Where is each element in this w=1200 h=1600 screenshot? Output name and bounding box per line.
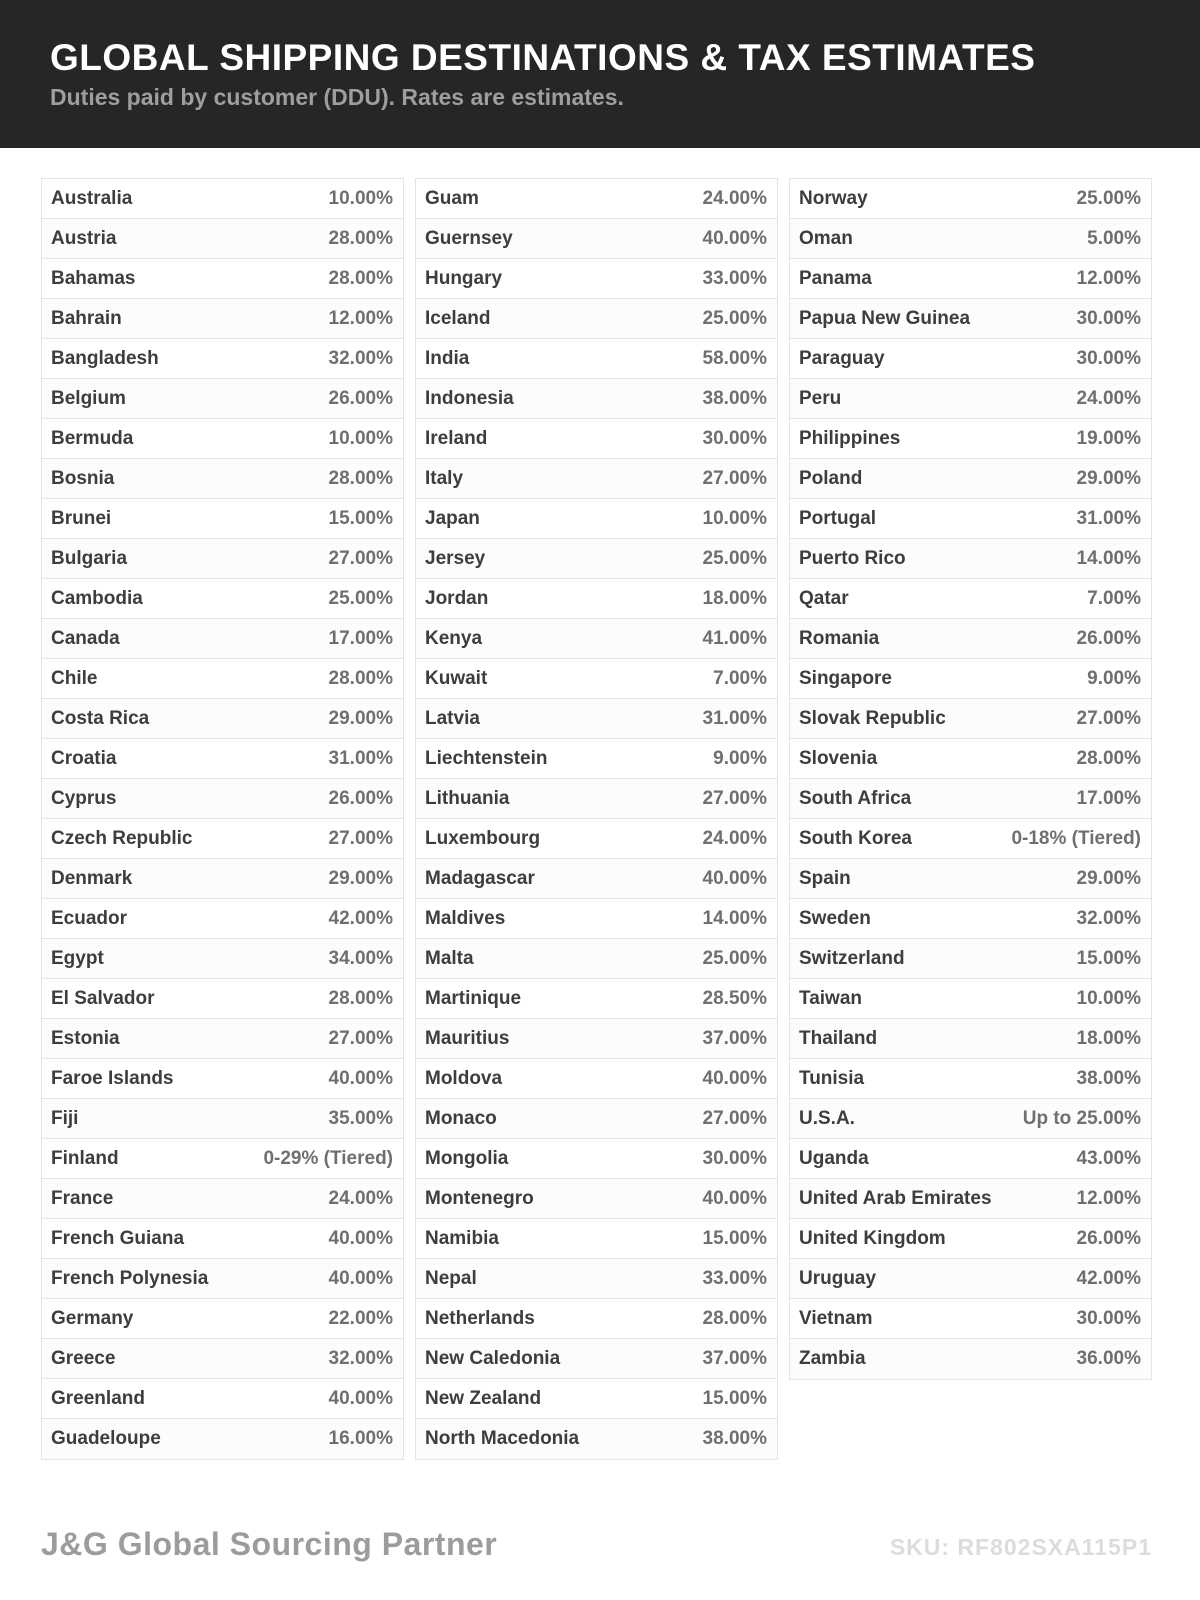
table-row — [42, 819, 403, 859]
country-name: Mongolia — [425, 1147, 509, 1169]
tax-rate: 10.00% — [328, 427, 393, 449]
tax-rate: 9.00% — [1087, 667, 1141, 689]
tax-rate: 10.00% — [1076, 987, 1141, 1009]
tax-rate: 15.00% — [328, 507, 393, 529]
tax-rate: 40.00% — [702, 227, 767, 249]
country-name: Bangladesh — [51, 347, 159, 369]
country-name: Jersey — [425, 547, 486, 569]
country-name: Montenegro — [425, 1187, 534, 1209]
tax-rate: 0-29% (Tiered) — [263, 1147, 393, 1169]
country-name: Slovak Republic — [799, 707, 946, 729]
country-name: Zambia — [799, 1348, 866, 1369]
table-row — [790, 179, 1151, 219]
tax-rate: 31.00% — [702, 707, 767, 729]
table-row — [416, 939, 777, 979]
country-name: Taiwan — [799, 987, 862, 1009]
table-row — [416, 859, 777, 899]
tax-rate: 37.00% — [702, 1347, 767, 1369]
table-row — [42, 1179, 403, 1219]
table-row — [42, 539, 403, 579]
rates-column-3 — [789, 178, 1152, 1380]
country-name: Denmark — [51, 867, 133, 889]
table-row — [42, 779, 403, 819]
country-name: Switzerland — [799, 947, 905, 969]
table-row — [416, 459, 777, 499]
tax-rate: 30.00% — [1076, 307, 1141, 329]
country-name: Germany — [51, 1307, 134, 1329]
table-row — [416, 1099, 777, 1139]
table-row — [416, 1139, 777, 1179]
table-row — [416, 819, 777, 859]
country-name: Fiji — [51, 1107, 79, 1129]
country-name: Uruguay — [799, 1267, 877, 1289]
tax-rate: 12.00% — [1076, 1187, 1141, 1209]
table-row — [416, 379, 777, 419]
table-row — [790, 859, 1151, 899]
country-name: Maldives — [425, 907, 506, 929]
tax-rate: 15.00% — [702, 1387, 767, 1409]
country-name: Sweden — [799, 907, 871, 929]
tax-rate: 27.00% — [328, 1027, 393, 1049]
table-row — [790, 379, 1151, 419]
table-row — [42, 699, 403, 739]
table-row — [42, 219, 403, 259]
tax-rate: 26.00% — [328, 387, 393, 409]
table-row — [416, 1419, 777, 1459]
tax-rate: 10.00% — [328, 187, 393, 209]
country-name: Singapore — [799, 667, 892, 689]
table-row — [790, 1179, 1151, 1219]
country-name: Slovenia — [799, 747, 878, 769]
table-row — [42, 659, 403, 699]
tax-rate: 35.00% — [328, 1107, 393, 1129]
country-name: French Polynesia — [51, 1267, 209, 1289]
tax-rate: 29.00% — [328, 867, 393, 889]
tax-rate: 58.00% — [702, 347, 767, 369]
tax-rate: 26.00% — [1076, 1227, 1141, 1249]
tax-rate: 22.00% — [328, 1307, 393, 1329]
tax-rate: 33.00% — [702, 1267, 767, 1289]
tax-rate: 30.00% — [702, 427, 767, 449]
table-row — [416, 659, 777, 699]
tax-rate: 31.00% — [1076, 507, 1141, 529]
tax-rate: 26.00% — [1076, 627, 1141, 649]
table-row — [42, 299, 403, 339]
table-row — [42, 619, 403, 659]
tax-rate: 24.00% — [328, 1187, 393, 1209]
country-name: French Guiana — [51, 1227, 185, 1249]
table-row — [790, 579, 1151, 619]
table-row — [42, 1019, 403, 1059]
rates-column-2 — [415, 178, 778, 1460]
country-name: Martinique — [425, 987, 522, 1009]
tax-rate: 28.00% — [328, 267, 393, 289]
country-name: Bahamas — [51, 267, 136, 289]
tax-rate: 38.00% — [702, 387, 767, 409]
country-name: Paraguay — [799, 347, 885, 369]
tax-rate: 15.00% — [702, 1227, 767, 1249]
table-row — [790, 739, 1151, 779]
tax-rate: 30.00% — [1076, 347, 1141, 369]
country-name: Guernsey — [425, 227, 513, 249]
table-row — [416, 259, 777, 299]
country-name: Panama — [799, 267, 872, 289]
tax-rate: 29.00% — [1076, 467, 1141, 489]
country-name: Netherlands — [425, 1307, 535, 1329]
tax-rate: 29.00% — [1076, 867, 1141, 889]
table-row — [42, 979, 403, 1019]
table-row — [416, 539, 777, 579]
tax-rate: 18.00% — [702, 587, 767, 609]
tax-rate: 5.00% — [1087, 227, 1141, 249]
tax-rate: 40.00% — [328, 1067, 393, 1089]
table-row — [790, 259, 1151, 299]
country-name: Japan — [425, 507, 480, 529]
tax-rate: 27.00% — [328, 547, 393, 569]
table-row — [790, 1259, 1151, 1299]
country-name: Czech Republic — [51, 827, 193, 849]
tax-rate: 25.00% — [702, 547, 767, 569]
tax-rate: 42.00% — [1076, 1267, 1141, 1289]
country-name: Greenland — [51, 1387, 145, 1409]
country-name: Chile — [51, 667, 98, 689]
table-row — [416, 1219, 777, 1259]
tax-rate: 7.00% — [713, 667, 767, 689]
table-row — [42, 1419, 403, 1459]
table-row — [42, 379, 403, 419]
tax-rate: 28.00% — [328, 667, 393, 689]
table-row — [790, 459, 1151, 499]
tax-rate: 33.00% — [702, 267, 767, 289]
table-row — [42, 1259, 403, 1299]
tax-rate: 12.00% — [1076, 267, 1141, 289]
tax-rate: 27.00% — [702, 787, 767, 809]
country-name: Belgium — [51, 387, 126, 409]
country-name: South Korea — [799, 827, 912, 849]
table-row — [416, 1259, 777, 1299]
tax-rate: 14.00% — [702, 907, 767, 929]
country-name: Guam — [425, 187, 479, 209]
rates-column-1 — [41, 178, 404, 1460]
table-row — [416, 419, 777, 459]
table-row — [790, 419, 1151, 459]
country-name: Indonesia — [425, 387, 514, 409]
table-row — [416, 899, 777, 939]
table-row — [790, 659, 1151, 699]
table-row — [416, 179, 777, 219]
table-row — [416, 979, 777, 1019]
country-name: Bahrain — [51, 307, 122, 329]
tax-rate: 17.00% — [328, 627, 393, 649]
table-row — [42, 499, 403, 539]
table-row — [42, 179, 403, 219]
country-name: Liechtenstein — [425, 747, 548, 769]
country-name: Hungary — [425, 267, 503, 289]
country-name: Papua New Guinea — [799, 307, 971, 329]
table-row — [42, 459, 403, 499]
table-row — [42, 859, 403, 899]
tax-rate: 38.00% — [1076, 1067, 1141, 1089]
table-row — [790, 339, 1151, 379]
country-name: Nepal — [425, 1267, 477, 1289]
tax-rate: 30.00% — [1076, 1307, 1141, 1329]
tax-rate: 30.00% — [702, 1147, 767, 1169]
table-row — [416, 779, 777, 819]
country-name: South Africa — [799, 787, 912, 809]
table-row — [42, 899, 403, 939]
tax-rate: 15.00% — [1076, 947, 1141, 969]
country-name: U.S.A. — [799, 1107, 855, 1129]
country-name: Cambodia — [51, 587, 143, 609]
table-row — [790, 1019, 1151, 1059]
table-row — [42, 1379, 403, 1419]
country-name: Namibia — [425, 1227, 499, 1249]
tax-rate: 16.00% — [328, 1428, 393, 1449]
country-name: El Salvador — [51, 987, 155, 1009]
table-row — [416, 1059, 777, 1099]
tax-rate: 34.00% — [328, 947, 393, 969]
country-name: Luxembourg — [425, 827, 541, 849]
country-name: Bulgaria — [51, 547, 128, 569]
table-row — [790, 539, 1151, 579]
tax-rate: 28.00% — [1076, 747, 1141, 769]
tax-rate: 38.00% — [702, 1428, 767, 1449]
tax-rate: 43.00% — [1076, 1147, 1141, 1169]
country-name: Finland — [51, 1147, 119, 1169]
tax-rate: 28.00% — [328, 467, 393, 489]
tax-rate: 28.00% — [328, 227, 393, 249]
table-row — [790, 1139, 1151, 1179]
country-name: Romania — [799, 627, 880, 649]
country-name: Canada — [51, 627, 120, 649]
tax-rate: 29.00% — [328, 707, 393, 729]
table-row — [42, 419, 403, 459]
country-name: Philippines — [799, 427, 901, 449]
table-row — [416, 699, 777, 739]
table-row — [42, 259, 403, 299]
table-row — [416, 219, 777, 259]
tax-rate: 12.00% — [328, 307, 393, 329]
tax-rate: 18.00% — [1076, 1027, 1141, 1049]
country-name: Croatia — [51, 747, 117, 769]
table-row — [790, 219, 1151, 259]
table-row — [790, 1219, 1151, 1259]
tax-rate: 37.00% — [702, 1027, 767, 1049]
country-name: Mauritius — [425, 1027, 510, 1049]
country-name: Guadeloupe — [51, 1428, 161, 1449]
country-name: Malta — [425, 947, 474, 969]
tax-rate: 24.00% — [702, 187, 767, 209]
country-name: Egypt — [51, 947, 104, 969]
country-name: Poland — [799, 467, 863, 489]
table-row — [790, 939, 1151, 979]
tax-rate: 42.00% — [328, 907, 393, 929]
tax-rate: 25.00% — [702, 307, 767, 329]
tax-rate: 19.00% — [1076, 427, 1141, 449]
country-name: Portugal — [799, 507, 877, 529]
tax-rate: 40.00% — [702, 1067, 767, 1089]
table-row — [790, 779, 1151, 819]
country-name: New Caledonia — [425, 1347, 561, 1369]
table-row — [790, 1339, 1151, 1379]
country-name: Thailand — [799, 1027, 878, 1049]
country-name: France — [51, 1187, 114, 1209]
country-name: Bermuda — [51, 427, 134, 449]
table-row — [790, 1299, 1151, 1339]
tax-rate: 31.00% — [328, 747, 393, 769]
sku-label: SKU: RF802SXA115P1 — [889, 1534, 1152, 1560]
table-row — [416, 739, 777, 779]
tax-rate: 28.50% — [702, 987, 767, 1009]
country-name: Jordan — [425, 587, 489, 609]
tax-rate: 40.00% — [328, 1267, 393, 1289]
tax-rate: Up to 25.00% — [1022, 1107, 1141, 1129]
tax-rate: 40.00% — [702, 867, 767, 889]
tax-rate: 14.00% — [1076, 547, 1141, 569]
country-name: Ecuador — [51, 907, 128, 929]
tax-rate: 27.00% — [328, 827, 393, 849]
country-name: Iceland — [425, 307, 491, 329]
page-subtitle: Duties paid by customer (DDU). Rates are estimates. — [50, 84, 624, 111]
country-name: Monaco — [425, 1107, 497, 1129]
country-name: Puerto Rico — [799, 547, 906, 569]
table-row — [42, 579, 403, 619]
country-name: Latvia — [425, 707, 480, 729]
country-name: New Zealand — [425, 1387, 542, 1409]
country-name: Faroe Islands — [51, 1067, 174, 1089]
tax-rate: 28.00% — [328, 987, 393, 1009]
table-row — [790, 499, 1151, 539]
tax-rates-table — [41, 178, 1152, 1460]
table-row — [42, 1139, 403, 1179]
tax-rate: 41.00% — [702, 627, 767, 649]
tax-rate: 28.00% — [702, 1307, 767, 1329]
country-name: Ireland — [425, 427, 488, 449]
table-row — [42, 1299, 403, 1339]
country-name: Kenya — [425, 627, 483, 649]
tax-rate: 40.00% — [328, 1387, 393, 1409]
tax-rate: 25.00% — [702, 947, 767, 969]
table-row — [790, 1059, 1151, 1099]
tax-rate: 9.00% — [713, 747, 767, 769]
country-name: Cyprus — [51, 787, 117, 809]
country-name: Peru — [799, 387, 842, 409]
brand-name: J&G Global Sourcing Partner — [41, 1526, 498, 1562]
tax-rate: 24.00% — [702, 827, 767, 849]
table-row — [416, 619, 777, 659]
table-row — [790, 819, 1151, 859]
country-name: Brunei — [51, 507, 112, 529]
country-name: Lithuania — [425, 787, 510, 809]
table-row — [416, 499, 777, 539]
table-row — [790, 1099, 1151, 1139]
table-row — [416, 1339, 777, 1379]
country-name: United Kingdom — [799, 1227, 946, 1249]
tax-rate: 10.00% — [702, 507, 767, 529]
country-name: North Macedonia — [425, 1428, 580, 1449]
table-row — [42, 1339, 403, 1379]
country-name: Australia — [51, 187, 133, 209]
country-name: United Arab Emirates — [799, 1187, 992, 1209]
tax-rate: 25.00% — [328, 587, 393, 609]
country-name: Madagascar — [425, 867, 535, 889]
page-title: GLOBAL SHIPPING DESTINATIONS & TAX ESTIMATES — [50, 36, 1036, 78]
country-name: Spain — [799, 867, 851, 889]
table-row — [416, 1019, 777, 1059]
country-name: Tunisia — [799, 1067, 865, 1089]
table-row — [790, 979, 1151, 1019]
table-row — [790, 699, 1151, 739]
tax-rate: 7.00% — [1087, 587, 1141, 609]
table-row — [416, 1299, 777, 1339]
table-row — [42, 1219, 403, 1259]
country-name: Greece — [51, 1347, 116, 1369]
page-footer — [41, 1526, 1152, 1563]
tax-rate: 40.00% — [702, 1187, 767, 1209]
country-name: Costa Rica — [51, 707, 150, 729]
page-header — [0, 0, 1200, 148]
tax-rate: 32.00% — [1076, 907, 1141, 929]
tax-rate: 32.00% — [328, 347, 393, 369]
country-name: Qatar — [799, 587, 849, 609]
tax-rate: 25.00% — [1076, 187, 1141, 209]
country-name: Oman — [799, 227, 853, 249]
table-row — [416, 1179, 777, 1219]
tax-rate: 0-18% (Tiered) — [1011, 827, 1141, 849]
table-row — [416, 339, 777, 379]
country-name: India — [425, 347, 470, 369]
table-row — [416, 1379, 777, 1419]
country-name: Kuwait — [425, 667, 488, 689]
table-row — [42, 1059, 403, 1099]
tax-rate: 24.00% — [1076, 387, 1141, 409]
table-row — [416, 579, 777, 619]
country-name: Austria — [51, 227, 117, 249]
table-row — [416, 299, 777, 339]
tax-rate: 17.00% — [1076, 787, 1141, 809]
table-row — [790, 899, 1151, 939]
table-row — [790, 619, 1151, 659]
tax-rate: 32.00% — [328, 1347, 393, 1369]
country-name: Norway — [799, 187, 868, 209]
country-name: Moldova — [425, 1067, 503, 1089]
table-row — [42, 1099, 403, 1139]
tax-rate: 26.00% — [328, 787, 393, 809]
country-name: Uganda — [799, 1147, 869, 1169]
tax-rate: 27.00% — [1076, 707, 1141, 729]
table-row — [790, 299, 1151, 339]
table-row — [42, 739, 403, 779]
tax-rate: 27.00% — [702, 1107, 767, 1129]
country-name: Italy — [425, 467, 464, 489]
table-row — [42, 939, 403, 979]
country-name: Bosnia — [51, 467, 115, 489]
tax-rate: 36.00% — [1076, 1348, 1141, 1369]
tax-rate: 40.00% — [328, 1227, 393, 1249]
country-name: Estonia — [51, 1027, 120, 1049]
table-row — [42, 339, 403, 379]
tax-rate: 27.00% — [702, 467, 767, 489]
country-name: Vietnam — [799, 1307, 873, 1329]
